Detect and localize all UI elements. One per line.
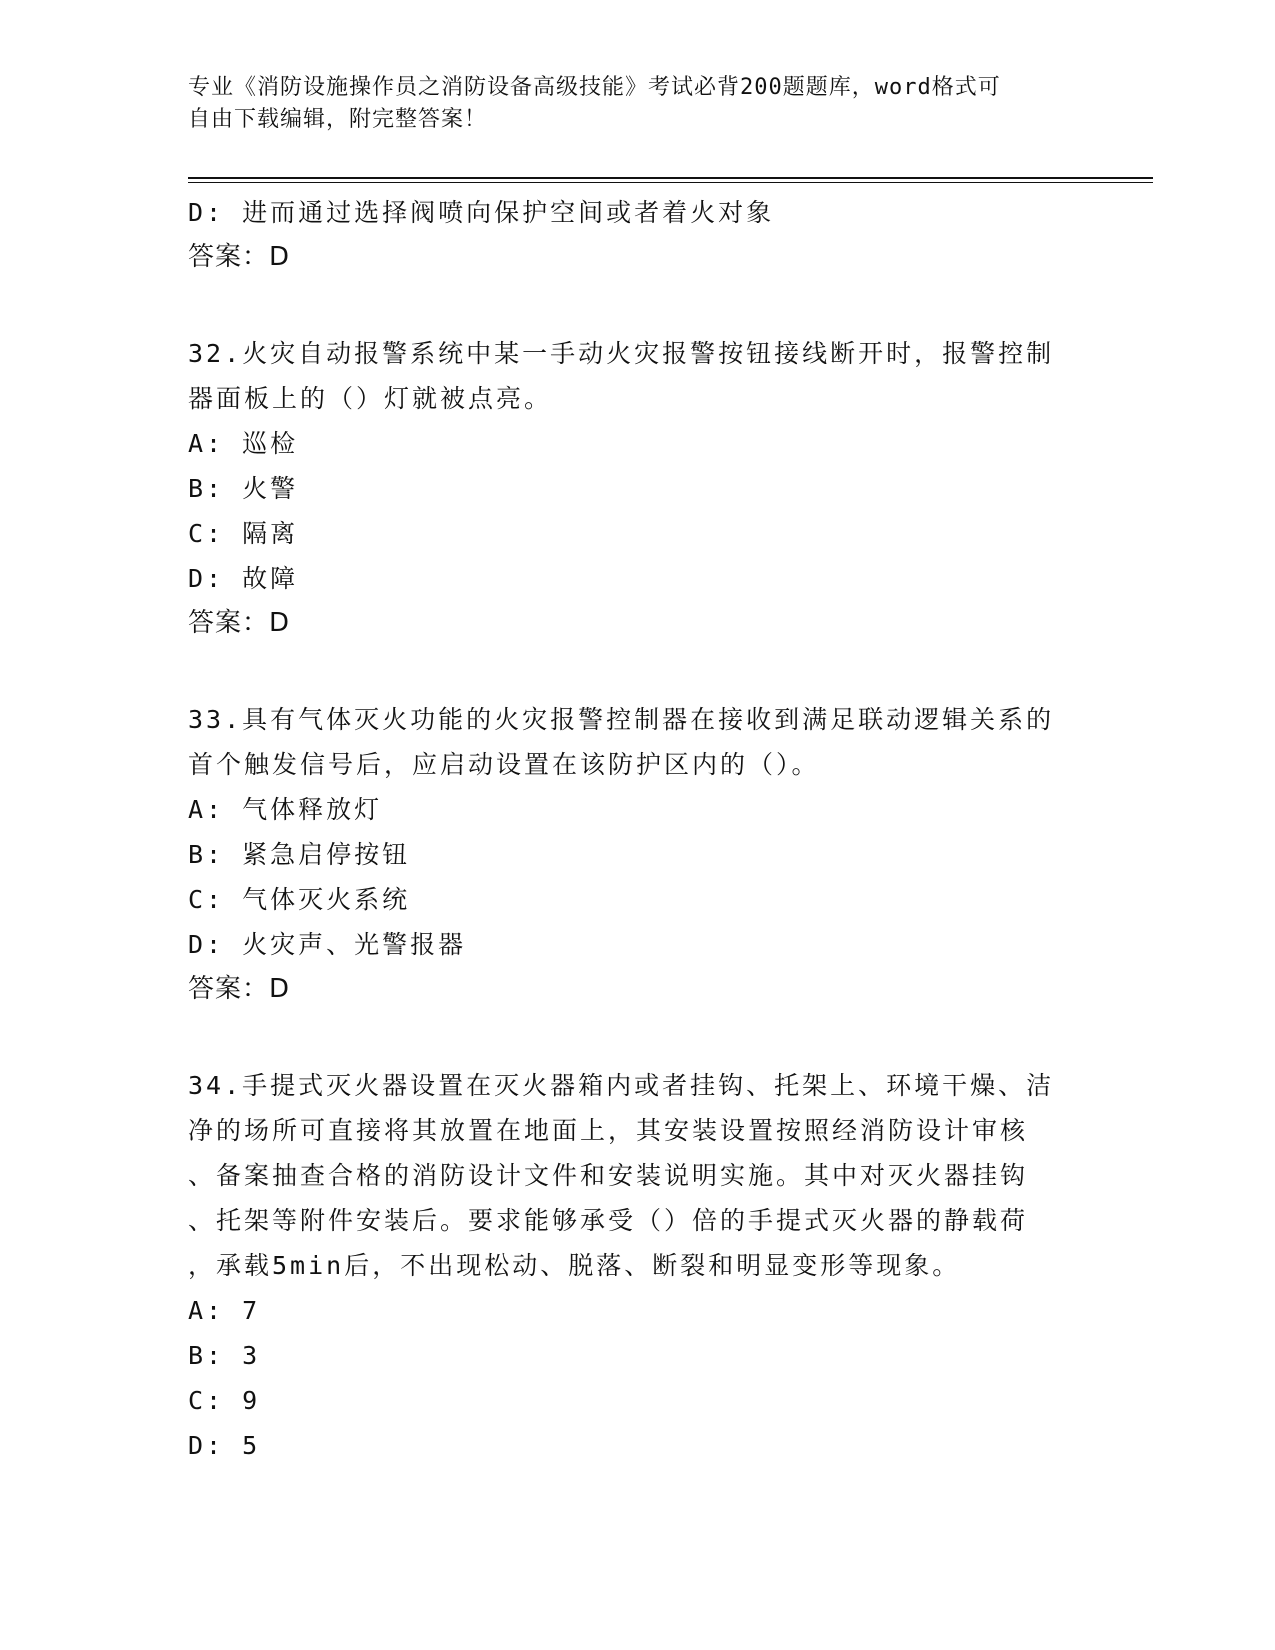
header-rule-thick xyxy=(188,177,1153,179)
question-34-option-d: D: 5 xyxy=(188,1431,261,1460)
question-32-option-c: C: 隔离 xyxy=(188,519,299,548)
question-34-option-c: C: 9 xyxy=(188,1386,261,1415)
question-33-option-b: B: 紧急启停按钮 xyxy=(188,840,411,869)
question-33-option-c: C: 气体灭火系统 xyxy=(188,885,411,914)
spacer xyxy=(188,1012,1088,1063)
spacer xyxy=(188,280,1088,331)
question-33-option-d: D: 火灾声、光警报器 xyxy=(188,930,467,959)
question-34-line-2: 净的场所可直接将其放置在地面上，其安装设置按照经消防设计审核 xyxy=(188,1116,1029,1145)
question-32-option-b: B: 火警 xyxy=(188,474,299,503)
question-32-answer: 答案：D xyxy=(188,608,291,638)
question-33-line-2: 首个触发信号后，应启动设置在该防护区内的（）。 xyxy=(188,750,820,779)
header-line-1: 专业《消防设施操作员之消防设备高级技能》考试必背200题题库，word格式可 xyxy=(188,75,1001,100)
question-32 xyxy=(188,331,1088,646)
spacer xyxy=(188,646,1088,697)
question-33-line-1: 33.具有气体灭火功能的火灾报警控制器在接收到满足联动逻辑关系的 xyxy=(188,705,1055,734)
question-34 xyxy=(188,1063,1088,1468)
question-34-line-3: 、备案抽查合格的消防设计文件和安装说明实施。其中对灭火器挂钩 xyxy=(188,1161,1029,1190)
header-rule-thin xyxy=(188,182,1153,183)
document-header xyxy=(188,72,1068,136)
question-33-option-a: A: 气体释放灯 xyxy=(188,795,383,824)
question-34-line-1: 34.手提式灭火器设置在灭火器箱内或者挂钩、托架上、环境干燥、洁 xyxy=(188,1071,1055,1100)
question-34-line-4: 、托架等附件安装后。要求能够承受（）倍的手提式灭火器的静载荷 xyxy=(188,1206,1029,1235)
question-34-option-b: B: 3 xyxy=(188,1341,261,1370)
question-34-line-5: ，承载5min后，不出现松动、脱落、断裂和明显变形等现象。 xyxy=(188,1251,961,1280)
question-33-answer: 答案：D xyxy=(188,974,291,1004)
header-line-2: 自由下载编辑，附完整答案！ xyxy=(188,107,488,132)
question-content xyxy=(188,190,1088,1468)
question-32-option-d: D: 故障 xyxy=(188,564,299,593)
prev-option-d: D: 进而通过选择阀喷向保护空间或者着火对象 xyxy=(188,198,775,227)
question-34-option-a: A: 7 xyxy=(188,1296,261,1325)
question-33 xyxy=(188,697,1088,1012)
question-32-line-2: 器面板上的（）灯就被点亮。 xyxy=(188,384,553,413)
prev-answer: 答案：D xyxy=(188,242,291,272)
question-32-line-1: 32.火灾自动报警系统中某一手动火灾报警按钮接线断开时，报警控制 xyxy=(188,339,1055,368)
question-32-option-a: A: 巡检 xyxy=(188,429,299,458)
